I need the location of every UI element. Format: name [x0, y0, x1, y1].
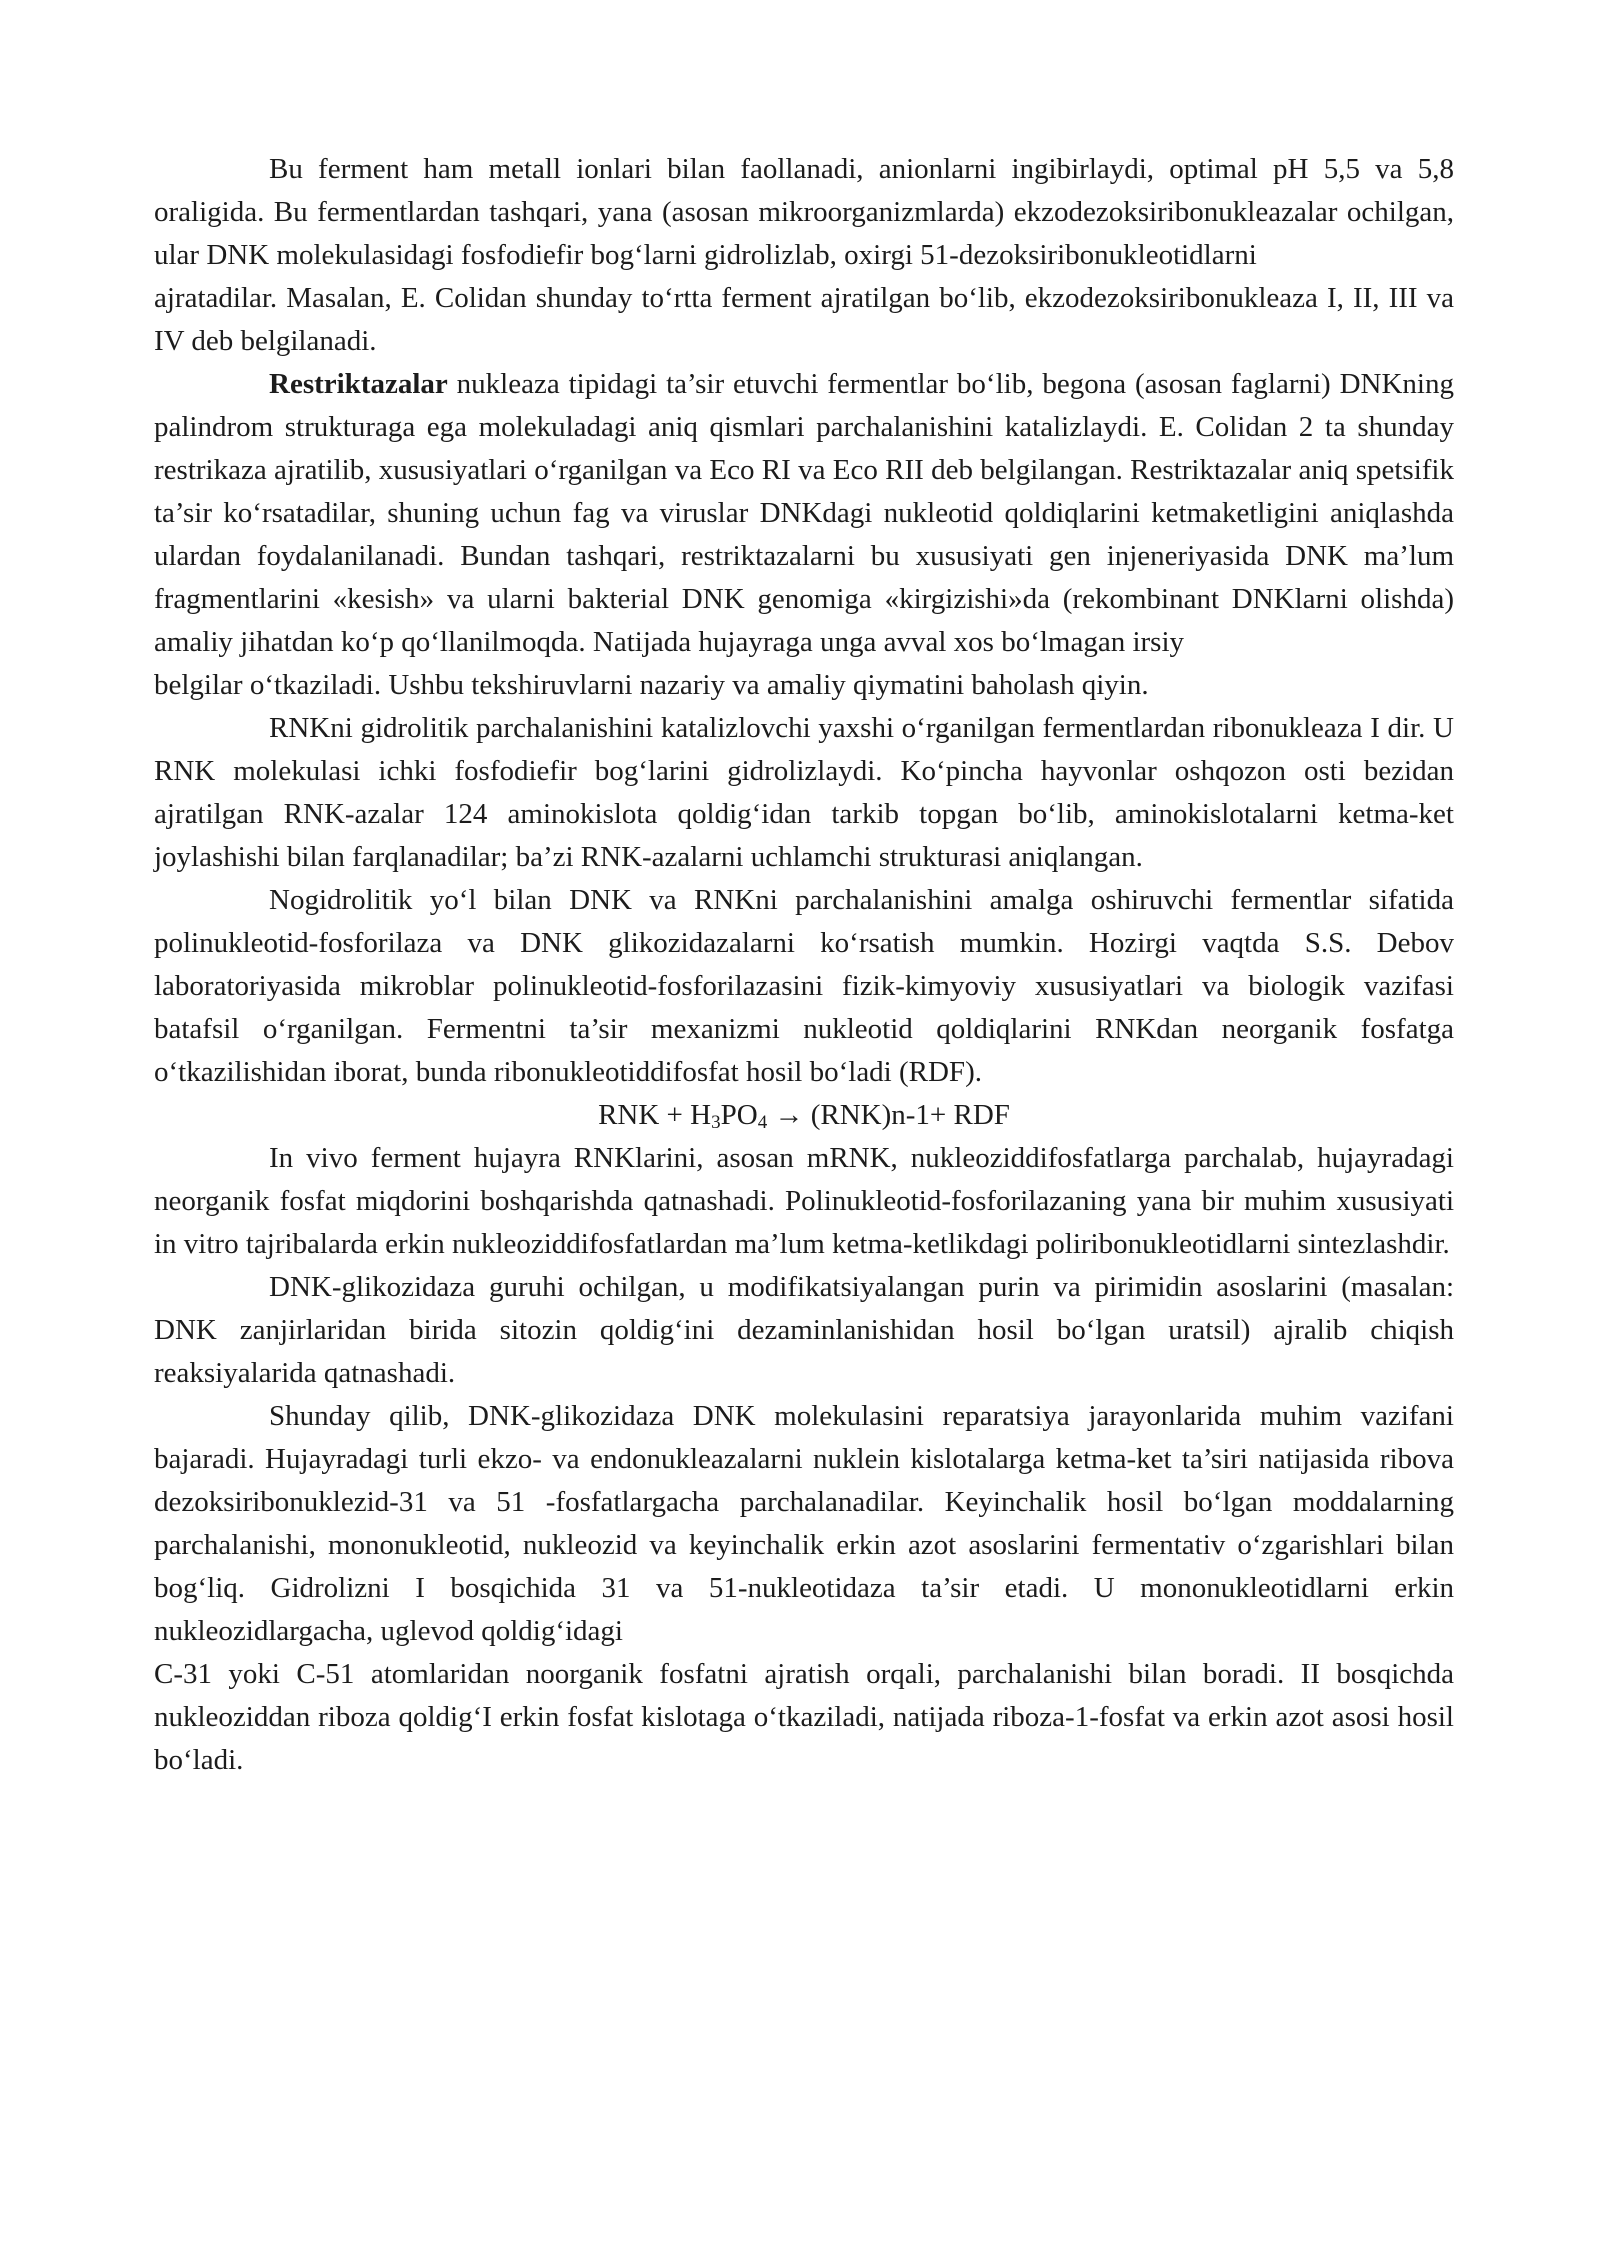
equation-part: → (RNK)n-1+ RDF [767, 1099, 1010, 1131]
paragraph-5: RNKni gidrolitik parchalanishini katalizlovchi yaxshi o‘rganilgan fermentlardan ribonukleaza I dir. U RNK molekulasi ichki fosfodiefir bog‘larini gidrolizlaydi. Ko‘pincha hayvonlar oshqozon osti bezidan ajratilgan RNK-azalar 124 aminokislota qoldig‘idan tarkib topgan bo‘lib, aminokislotalarni ketma-ket joylashishi bilan farqlanadilar; ba’zi RNK-azalarni uchlamchi strukturasi aniqlangan. [154, 712, 1454, 873]
equation-subscript: 3 [711, 1112, 721, 1133]
paragraph-6: Nogidrolitik yo‘l bilan DNK va RNKni parchalanishini amalga oshiruvchi fermentlar sifatida polinukleotid-fosforilaza va DNK glikozidazalarni ko‘rsatish mumkin. Hozirgi vaqtda S.S. Debov laboratoriyasida mikroblar polinukleotid-fosforilazasini fizik-kimyoviy xususiyatlari va biologik vazifasi batafsil o‘rganilgan. Fermentni ta’sir mexanizmi nukleotid qoldiqlarini RNKdan neorganik fosfatga o‘tkazilishidan iborat, bunda ribonukleotiddifosfat hosil bo‘ladi (RDF). [154, 884, 1454, 1088]
paragraph-restriktazalar [154, 363, 1454, 664]
term-restriktazalar: Restriktazalar [269, 368, 448, 400]
paragraph-10: C-31 yoki C-51 atomlaridan noorganik fosfatni ajratish orqali, parchalanishi bilan boradi. II bosqichda nukleoziddan riboza qoldig‘I erkin fosfat kislotaga o‘tkaziladi, natijada riboza-1-fosfat va erkin azot asosi hosil bo‘ladi. [154, 1658, 1454, 1776]
paragraph-9: Shunday qilib, DNK-glikozidaza DNK molekulasini reparatsiya jarayonlarida muhim vazifani bajaradi. Hujayradagi turli ekzo- va endonukleazalarni nuklein kislotalarga ketma-ket ta’siri natijasida ribova dezoksiribonuklezid-31 va 51 -fosfatlargacha parchalanadilar. Keyinchalik hosil bo‘lgan moddalarning parchalanishi, mononukleotid, nukleozid va keyinchalik erkin azot asoslarini fermentativ o‘zgarishlari bilan bog‘liq. Gidrolizni I bosqichida 31 va 51-nukleotidaza ta’sir etadi. U mononukleotidlarni erkin nukleozidlargacha, uglevod qoldig‘idagi [154, 1400, 1454, 1647]
paragraph-7: In vivo ferment hujayra RNKlarini, asosan mRNK, nukleoziddifosfatlarga parchalab, hujayradagi neorganik fosfat miqdorini boshqarishda qatnashadi. Polinukleotid-fosforilazaning yana bir muhim xususiyati in vitro tajribalarda erkin nukleoziddifosfatlardan ma’lum ketma-ketlikdagi poliribonukleotidlarni sintezlashdir. [154, 1142, 1454, 1260]
paragraph-1: Bu ferment ham metall ionlari bilan faollanadi, anionlarni ingibirlaydi, optimal pH 5,5 va 5,8 oraligida. Bu fermentlardan tashqari, yana (asosan mikroorganizmlarda) ekzodezoksiribonukleazalar ochilgan, ular DNK molekulasidagi fosfodiefir bog‘larni gidrolizlab, oxirgi 51-dezoksiribonukleotidlarni [154, 153, 1454, 271]
paragraph-3-text: nukleaza tipidagi ta’sir etuvchi fermentlar bo‘lib, begona (asosan faglarni) DNKning palindrom strukturaga ega molekuladagi aniq qismlari parchalanishini katalizlaydi. E. Colidan 2 ta shunday restrikaza ajratilib, xususiyatlari o‘rganilgan va Eco RI va Eco RII deb belgilangan. Restriktazalar aniq spetsifik ta’sir ko‘rsatadilar, shuning uchun fag va viruslar DNKdagi nukleotid qoldiqlarini ketmaketligini aniqlashda ulardan foydalanilanadi. Bundan tashqari, restriktazalarni bu xususiyati gen injeneriyasida DNK ma’lum fragmentlarini «kesish» va ularni bakterial DNK genomiga «kirgizishi»da (rekombinant DNKlarni olishda) amaliy jihatdan ko‘p qo‘llanilmoqda. Natijada hujayraga unga avval xos bo‘lmagan irsiy [154, 368, 1454, 658]
paragraph-8: DNK-glikozidaza guruhi ochilgan, u modifikatsiyalangan purin va pirimidin asoslarini (masalan: DNK zanjirlaridan birida sitozin qoldig‘ini dezaminlanishidan hosil bo‘lgan uratsil) ajralib chiqish reaksiyalarida qatnashadi. [154, 1271, 1454, 1389]
reaction-equation [154, 1094, 1454, 1137]
equation-part: PO [720, 1099, 758, 1131]
equation-part: RNK + H [598, 1099, 712, 1131]
document-page [154, 148, 1454, 1782]
paragraph-4: belgilar o‘tkaziladi. Ushbu tekshiruvlarni nazariy va amaliy qiymatini baholash qiyin. [154, 669, 1149, 701]
paragraph-2: ajratadilar. Masalan, E. Colidan shunday to‘rtta ferment ajratilgan bo‘lib, ekzodezoksiribonukleaza I, II, III va IV deb belgilanadi. [154, 282, 1454, 357]
equation-subscript: 4 [757, 1112, 768, 1133]
